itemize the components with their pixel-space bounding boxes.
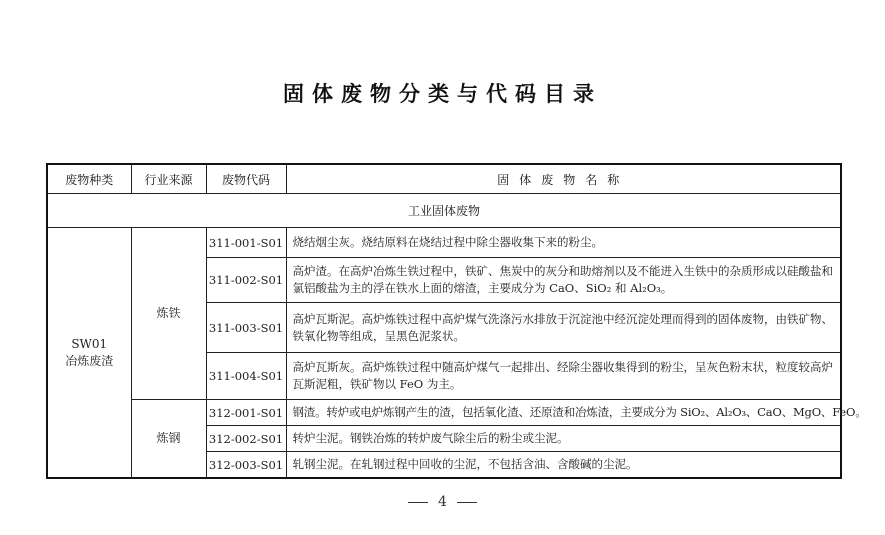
waste-catalog-table — [46, 163, 867, 479]
header-code: 废物代码 — [206, 164, 286, 194]
waste-code: 312-001-S01 — [206, 400, 286, 426]
waste-code: 312-003-S01 — [206, 452, 286, 479]
waste-code: 311-001-S01 — [206, 228, 286, 258]
category-code: SW01 — [71, 336, 108, 351]
page-number: 4 — [438, 494, 447, 510]
table-row — [47, 400, 841, 426]
header-name: 固体废物名称 — [286, 164, 841, 194]
waste-description: 高炉瓦斯泥。高炉炼铁过程中高炉煤气洗涤污水排放于沉淀池中经沉淀处理而得到的固体废物，由铁矿物、铁氧化物等组成，呈黑色泥浆状。 — [286, 303, 841, 353]
dash-left — [408, 502, 428, 503]
waste-code: 311-004-S01 — [206, 353, 286, 400]
waste-code: 311-002-S01 — [206, 258, 286, 303]
document-title: 固体废物分类与代码目录 — [283, 82, 602, 106]
dash-right — [457, 502, 477, 503]
section-row — [47, 194, 841, 228]
source-steelmaking: 炼钢 — [131, 400, 206, 479]
section-label: 工业固体废物 — [47, 194, 841, 228]
waste-description: 轧钢尘泥。在轧钢过程中回收的尘泥，不包括含油、含酸碱的尘泥。 — [286, 452, 841, 479]
source-ironmaking: 炼铁 — [131, 228, 206, 400]
waste-description: 高炉渣。在高炉冶炼生铁过程中，铁矿、焦炭中的灰分和助熔剂以及不能进入生铁中的杂质形成以硅酸盐和氯铝酸盐为主的浮在铁水上面的熔渣，主要成分为 CaO、SiO₂ 和 Al₂O₃。 — [286, 258, 841, 303]
header-source: 行业来源 — [131, 164, 206, 194]
waste-code: 311-003-S01 — [206, 303, 286, 353]
category-cell — [47, 228, 131, 479]
category-name: 冶炼废渣 — [65, 353, 114, 368]
waste-description: 钢渣。转炉或电炉炼钢产生的渣，包括氧化渣、还原渣和冶炼渣，主要成分为 SiO₂、Al₂O₃、CaO、MgO、FeO。 — [286, 400, 841, 426]
page-footer — [0, 494, 885, 510]
waste-description: 转炉尘泥。钢铁冶炼的转炉废气除尘后的粉尘或尘泥。 — [286, 426, 841, 452]
waste-description: 烧结烟尘灰。烧结原料在烧结过程中除尘器收集下来的粉尘。 — [286, 228, 841, 258]
header-row — [47, 164, 841, 194]
waste-description: 高炉瓦斯灰。高炉炼铁过程中随高炉煤气一起排出、经除尘器收集得到的粉尘，呈灰色粉末状，粒度较高炉瓦斯泥粗，铁矿物以 FeO 为主。 — [286, 353, 841, 400]
header-kind: 废物种类 — [47, 164, 131, 194]
waste-code: 312-002-S01 — [206, 426, 286, 452]
table-row — [47, 228, 841, 258]
